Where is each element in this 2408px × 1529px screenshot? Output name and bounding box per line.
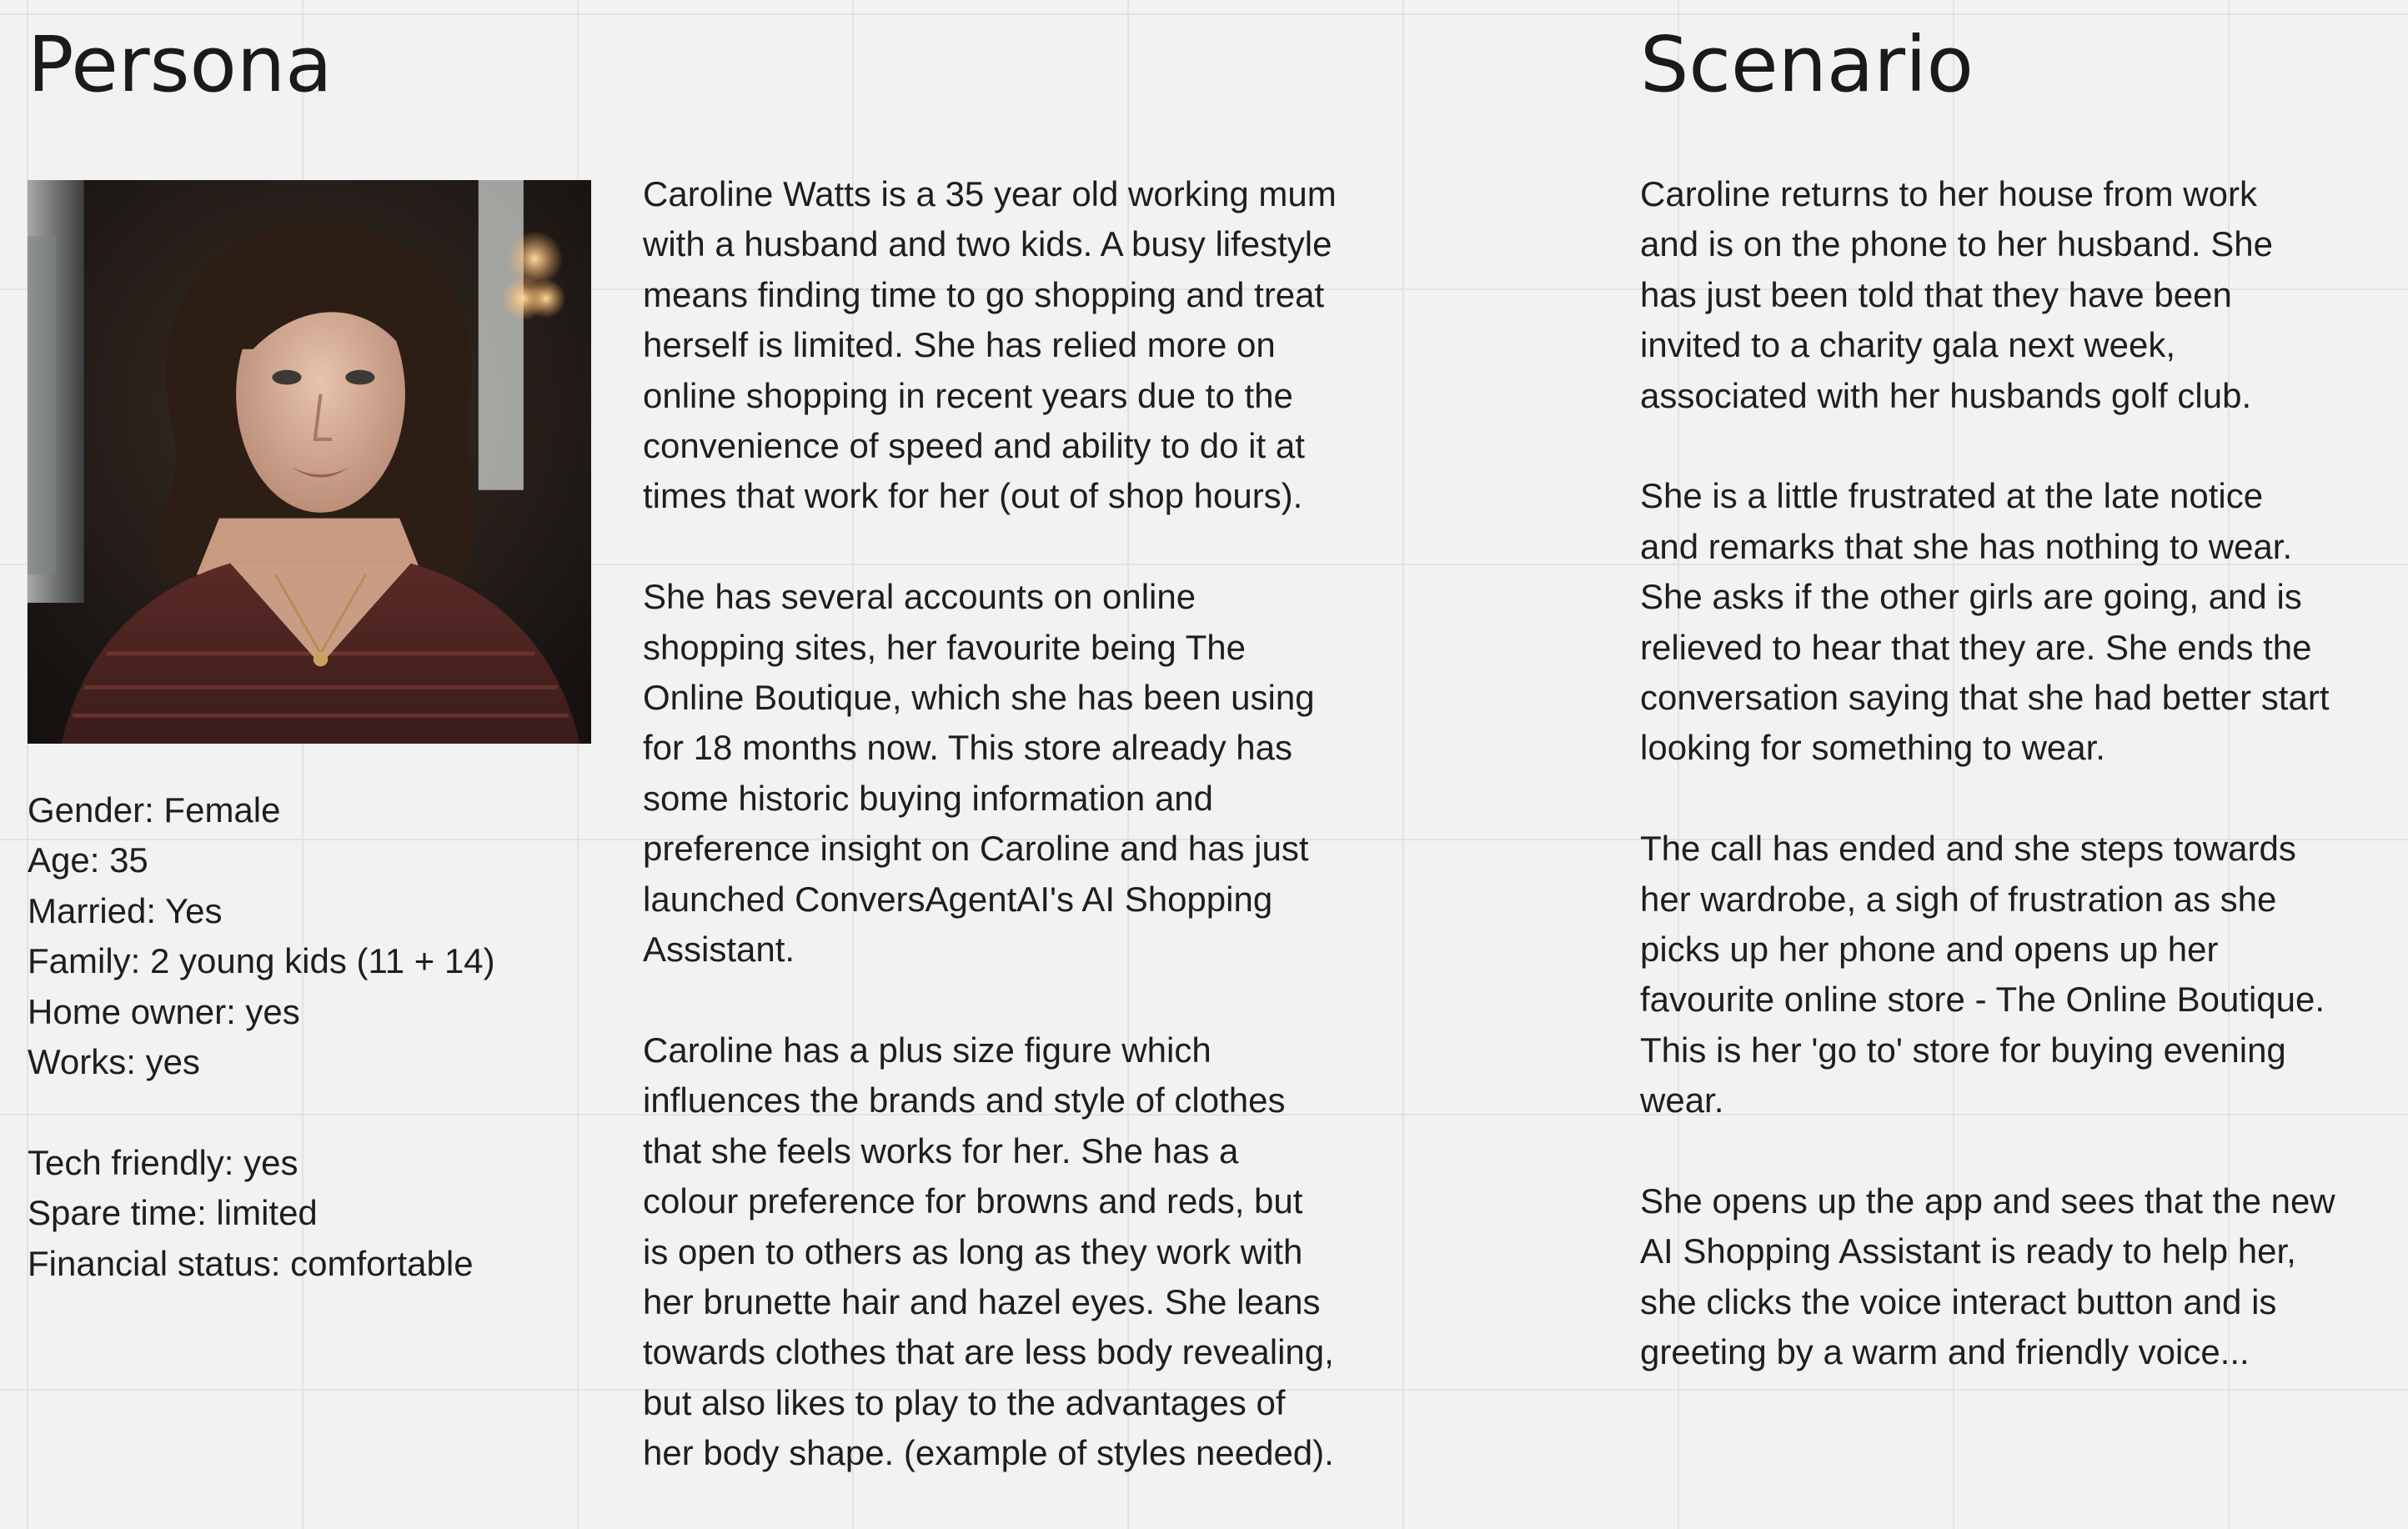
text-line: The call has ended and she steps towards	[1640, 829, 2296, 869]
text-line: picks up her phone and opens up her	[1640, 930, 2219, 970]
scenario-paragraph	[1640, 1176, 2390, 1378]
text-line: and remarks that she has nothing to wear.	[1640, 526, 2293, 566]
attr-works: Works: yes	[28, 1042, 200, 1082]
text-line: invited to a charity gala next week,	[1640, 325, 2176, 365]
attr-tech-friendly: Tech friendly: yes	[28, 1142, 298, 1182]
text-line: launched ConversAgentAI's AI Shopping	[643, 879, 1273, 919]
text-line: herself is limited. She has relied more on	[643, 325, 1276, 365]
text-line: online shopping in recent years due to the	[643, 375, 1293, 415]
text-line: relieved to hear that they are. She ends the	[1640, 627, 2312, 667]
text-line: wear.	[1640, 1080, 1724, 1120]
attr-home-owner: Home owner: yes	[28, 991, 300, 1031]
attr-spacer	[28, 1087, 611, 1137]
text-line: influences the brands and style of clothes	[643, 1080, 1286, 1120]
text-line: convenience of speed and ability to do it at	[643, 426, 1305, 466]
text-line: for 18 months now. This store already has	[643, 728, 1292, 768]
text-line: She opens up the app and sees that the new	[1640, 1181, 2335, 1221]
text-line: times that work for her (out of shop hours).	[643, 476, 1303, 516]
text-line: with a husband and two kids. A busy lifestyle	[643, 224, 1332, 264]
text-line: her body shape. (example of styles needed).	[643, 1433, 1334, 1473]
persona-photo	[28, 180, 591, 744]
portrait-image	[28, 180, 591, 744]
attr-gender: Gender: Female	[28, 790, 281, 830]
scenario-paragraph	[1640, 471, 2390, 773]
bio-paragraph	[643, 1025, 1393, 1479]
text-line: associated with her husbands golf club.	[1640, 375, 2252, 415]
persona-heading: Persona	[28, 20, 333, 109]
scenario-paragraph	[1640, 169, 2390, 421]
text-line: but also likes to play to the advantages of	[643, 1382, 1286, 1422]
text-line: she clicks the voice interact button and is	[1640, 1281, 2277, 1321]
text-line: means finding time to go shopping and treat	[643, 274, 1325, 314]
attr-age: Age: 35	[28, 840, 148, 880]
text-line: her wardrobe, a sigh of frustration as she	[1640, 879, 2277, 919]
text-line: colour preference for browns and reds, but	[643, 1181, 1303, 1221]
text-line: preference insight on Caroline and has just	[643, 829, 1309, 869]
scenario-paragraph	[1640, 824, 2390, 1125]
text-line: shopping sites, her favourite being The	[643, 627, 1247, 667]
bio-paragraph	[643, 169, 1393, 522]
text-line: She has several accounts on online	[643, 577, 1196, 617]
text-line: and is on the phone to her husband. She	[1640, 224, 2273, 264]
text-line: her brunette hair and hazel eyes. She leans	[643, 1281, 1321, 1321]
attr-family: Family: 2 young kids (11 + 14)	[28, 941, 495, 981]
text-line: Caroline returns to her house from work	[1640, 174, 2257, 213]
bio-paragraph	[643, 572, 1393, 975]
persona-bio	[643, 169, 1393, 1529]
attr-spare-time: Spare time: limited	[28, 1193, 318, 1233]
scenario-text	[1640, 169, 2390, 1428]
text-line: Caroline has a plus size figure which	[643, 1030, 1212, 1070]
text-line: that she feels works for her. She has a	[643, 1130, 1239, 1171]
text-line: Assistant.	[643, 930, 795, 970]
attr-financial-status: Financial status: comfortable	[28, 1243, 474, 1283]
text-line: favourite online store - The Online Boutique.	[1640, 980, 2325, 1020]
attr-married: Married: Yes	[28, 890, 223, 930]
text-line: towards clothes that are less body revealing,	[643, 1332, 1334, 1372]
text-line: She asks if the other girls are going, and is	[1640, 577, 2302, 617]
text-line: Online Boutique, which she has been using	[643, 678, 1315, 718]
text-line: This is her 'go to' store for buying evening	[1640, 1030, 2286, 1070]
scenario-heading: Scenario	[1640, 20, 1974, 109]
text-line: has just been told that they have been	[1640, 274, 2232, 314]
text-line: is open to others as long as they work with	[643, 1231, 1303, 1271]
text-line: AI Shopping Assistant is ready to help her,	[1640, 1231, 2296, 1271]
text-line: greeting by a warm and friendly voice...	[1640, 1332, 2250, 1372]
text-line: looking for something to wear.	[1640, 728, 2105, 768]
persona-attributes	[28, 785, 611, 1289]
text-line: some historic buying information and	[643, 778, 1214, 818]
text-line: She is a little frustrated at the late notice	[1640, 476, 2264, 516]
text-line: Caroline Watts is a 35 year old working mum	[643, 174, 1337, 213]
text-line: conversation saying that she had better start	[1640, 678, 2330, 718]
